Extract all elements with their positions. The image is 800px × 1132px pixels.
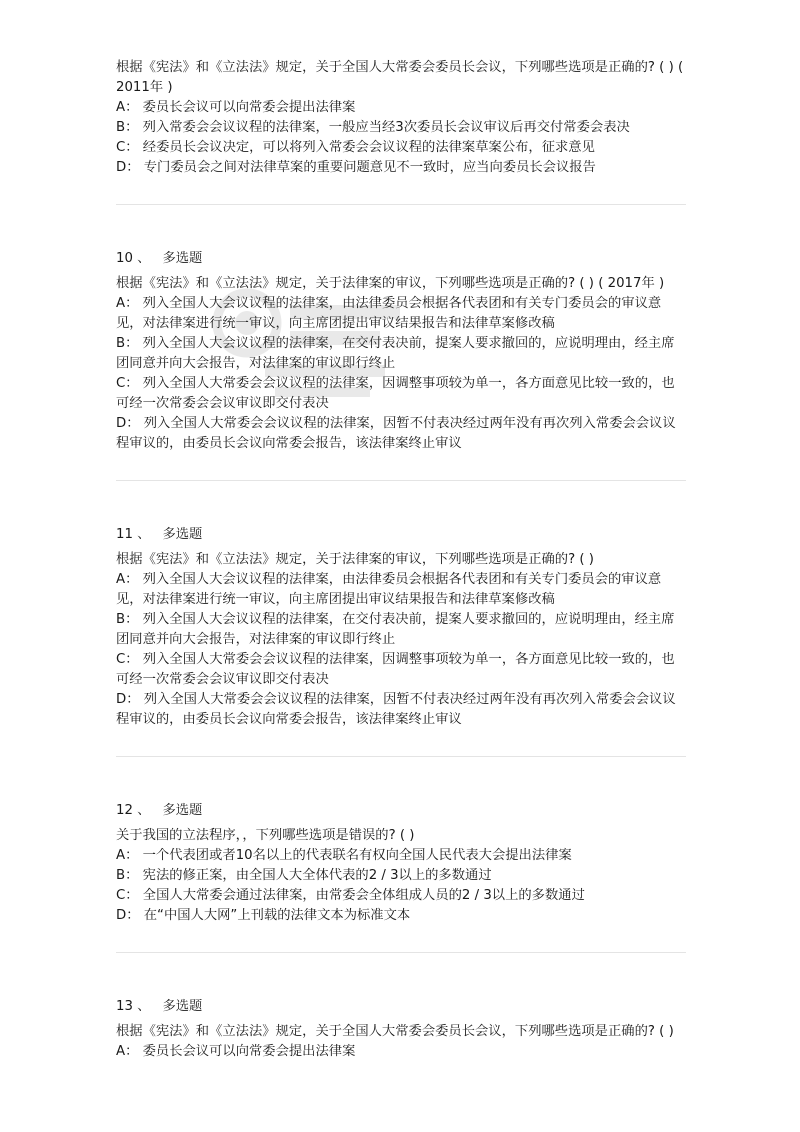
question-number: 10 、: [116, 251, 151, 266]
divider: [116, 756, 686, 757]
question-stem: 根据《宪法》和《立法法》规定，关于法律案的审议，下列哪些选项是正确的? ( ) ( 2017年 ): [116, 276, 665, 291]
divider: [116, 952, 686, 953]
option-d: D： 在“中国人大网”上刊载的法律文本为标准文本: [116, 908, 411, 923]
question-header: [116, 249, 686, 269]
option-b: B： 列入全国人大会议议程的法律案，在交付表决前，提案人要求撤回的，应说明理由，经主席团同意并向大会报告，对法律案的审议即行终止: [116, 612, 675, 647]
question-type: 多选题: [162, 999, 203, 1014]
question-11: [116, 525, 686, 730]
question-type: 多选题: [162, 527, 203, 542]
divider: [116, 204, 686, 205]
option-a: A： 委员长会议可以向常委会提出法律案: [116, 100, 356, 115]
question-header: [116, 525, 686, 545]
question-number: 12 、: [116, 803, 151, 818]
option-d: D： 专门委员会之间对法律草案的重要问题意见不一致时，应当向委员长会议报告: [116, 160, 596, 175]
option-a: A： 列入全国人大会议议程的法律案，由法律委员会根据各代表团和有关专门委员会的审议意见，对法律案进行统一审议，向主席团提出审议结果报告和法律草案修改稿: [116, 572, 662, 607]
option-c: C： 经委员长会议决定，可以将列入常委会会议议程的法律案草案公布，征求意见: [116, 140, 595, 155]
option-b: B： 列入全国人大会议议程的法律案，在交付表决前，提案人要求撤回的，应说明理由，经主席团同意并向大会报告，对法律案的审议即行终止: [116, 336, 675, 371]
option-a: A： 委员长会议可以向常委会提出法律案: [116, 1044, 356, 1059]
question-number: 13 、: [116, 999, 151, 1014]
question-header: [116, 997, 686, 1017]
question-12: [116, 801, 686, 926]
question-stem: 关于我国的立法程序，，下列哪些选项是错误的? ( ): [116, 828, 415, 843]
option-b: B： 列入常委会会议议程的法律案，一般应当经3次委员长会议审议后再交付常委会表决: [116, 120, 630, 135]
question-type: 多选题: [162, 803, 203, 818]
question-9: [116, 58, 686, 178]
question-stem: 根据《宪法》和《立法法》规定，关于全国人大常委会委员长会议，下列哪些选项是正确的? ( ) ( 2011年 ): [116, 60, 684, 95]
question-stem: 根据《宪法》和《立法法》规定，关于全国人大常委会委员长会议，下列哪些选项是正确的? ( ): [116, 1024, 674, 1039]
document-page: [116, 58, 686, 1062]
question-10: [116, 249, 686, 454]
question-type: 多选题: [162, 251, 203, 266]
option-b: B： 宪法的修正案，由全国人大全体代表的2 / 3以上的多数通过: [116, 868, 492, 883]
option-d: D： 列入全国人大常委会会议议程的法律案，因暂不付表决经过两年没有再次列入常委会会议议程审议的，由委员长会议向常委会报告，该法律案终止审议: [116, 416, 676, 451]
option-c: C： 列入全国人大常委会会议议程的法律案，因调整事项较为单一，各方面意见比较一致的，也可经一次常委会会议审议即交付表决: [116, 376, 675, 411]
divider: [116, 480, 686, 481]
question-13: [116, 997, 686, 1062]
question-header: [116, 801, 686, 821]
option-a: A： 一个代表团或者10名以上的代表联名有权向全国人民代表大会提出法律案: [116, 848, 572, 863]
option-a: A： 列入全国人大会议议程的法律案，由法律委员会根据各代表团和有关专门委员会的审议意见，对法律案进行统一审议，向主席团提出审议结果报告和法律草案修改稿: [116, 296, 662, 331]
option-c: C： 全国人大常委会通过法律案，由常委会全体组成人员的2 / 3以上的多数通过: [116, 888, 585, 903]
option-d: D： 列入全国人大常委会会议议程的法律案，因暂不付表决经过两年没有再次列入常委会会议议程审议的，由委员长会议向常委会报告，该法律案终止审议: [116, 692, 676, 727]
question-number: 11 、: [116, 527, 151, 542]
option-c: C： 列入全国人大常委会会议议程的法律案，因调整事项较为单一，各方面意见比较一致的，也可经一次常委会会议审议即交付表决: [116, 652, 675, 687]
question-stem: 根据《宪法》和《立法法》规定，关于法律案的审议，下列哪些选项是正确的? ( ): [116, 552, 594, 567]
